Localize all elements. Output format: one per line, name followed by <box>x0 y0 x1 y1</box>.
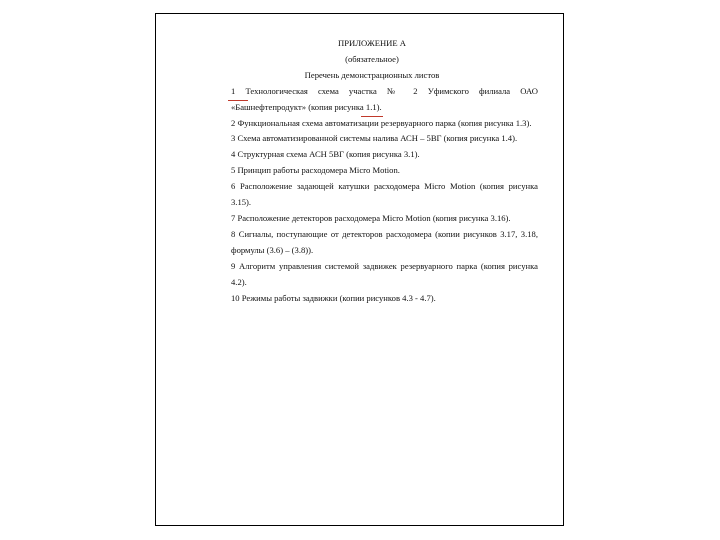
list-item <box>206 147 538 163</box>
list-item <box>206 179 538 211</box>
appendix-subheading: (обязательное) <box>345 53 399 64</box>
item-text: Сигналы, поступающие от детекторов расходомера (копии рисунков 3.17, 3.18, формулы (3.6) – (3.8)). <box>231 228 538 255</box>
item-number: 10 <box>231 292 240 303</box>
item-number: 6 <box>231 181 236 192</box>
list-title: Перечень демонстрационных листов <box>304 69 440 80</box>
item-number: 8 <box>231 228 236 239</box>
item-text: Технологическая схема участка № 2 Уфимского филиала ОАО «Башнефтепродукт» (копия рисунка 1.1). <box>231 85 538 112</box>
document-page <box>155 13 564 526</box>
item-number: 2 <box>231 117 236 128</box>
list-item <box>206 84 538 116</box>
item-text: Расположение задающей катушки расходомера Micro Motion (копия рисунка 3.15). <box>231 181 538 208</box>
list-item <box>206 227 538 259</box>
item-number: 1 <box>231 85 236 96</box>
spellcheck-underline <box>361 116 383 117</box>
item-text: Расположение детекторов расходомера Micro Motion (копия рисунка 3.16). <box>237 212 511 223</box>
spellcheck-underline <box>228 100 248 101</box>
item-text: Схема автоматизированной системы налива АСН – 5ВГ (копия рисунка 1.4). <box>237 133 518 144</box>
item-text: Функциональная схема автоматизации резервуарного парка (копия рисунка 1.3). <box>237 117 532 128</box>
list-item <box>206 131 538 147</box>
item-text: Структурная схема АСН 5ВГ (копия рисунка 3.1). <box>237 149 420 160</box>
list-item <box>206 116 538 132</box>
item-text: Принцип работы расходомера Micro Motion. <box>237 165 400 176</box>
list-item <box>206 211 538 227</box>
item-number: 9 <box>231 260 236 271</box>
item-number: 7 <box>231 212 236 223</box>
list-item <box>206 291 538 307</box>
item-number: 5 <box>231 165 236 176</box>
list-item <box>206 163 538 179</box>
appendix-heading: ПРИЛОЖЕНИЕ А <box>338 38 406 48</box>
item-number: 4 <box>231 149 236 160</box>
item-text: Режимы работы задвижки (копии рисунков 4.3 - 4.7). <box>241 292 436 303</box>
item-text: Алгоритм управления системой задвижек резервуарного парка (копия рисунка 4.2). <box>231 260 538 287</box>
item-number: 3 <box>231 133 236 144</box>
document-body <box>206 36 538 306</box>
list-item <box>206 259 538 291</box>
